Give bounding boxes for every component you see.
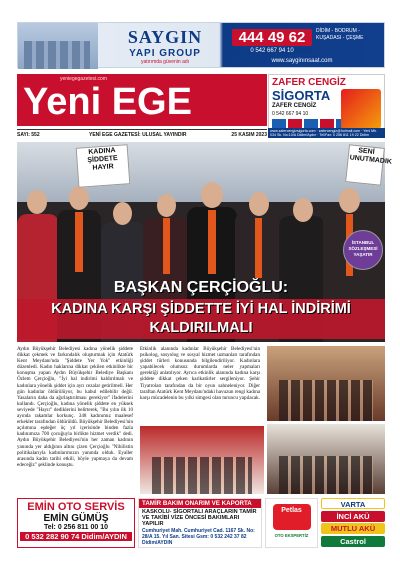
ad-locations: DİDİM - BODRUM - KUŞADASI - ÇEŞME — [316, 28, 364, 41]
article-column-2: Etkinlik alanında kadınlar Büyükşehir Belediyesi'nin psikolog, sosyolog ve sosyal hizmet uzmanları tarafından şiddet türleri konusunda bilgilendiriliyor. Kadınlara yapabilecek olumsuz durumlarda neler yapmaları gerektiği anlatılıyor. Ayrıca etkinlik alanında kadına karşı şiddete dikkat çeken karikatürler sergileniyor. Şehir Tiyatroları tarafından da bir oyun sahneleniyor. Diğer taraftan Atatürk Kent Meydanı'ndaki havuzun rengi kadına karşı mücadelenin bu yılki simgesi olan turuncu yapılacak. — [140, 346, 261, 401]
brand-castrol: Castrol — [321, 536, 385, 547]
insurance-advertisement[interactable] — [268, 74, 385, 136]
petlas-ad-text: OTO EKSPERTİZ — [274, 533, 309, 538]
insurance-ad-footer: www.zafercengizsigorta.com · zafercengiz@hotmail.com · Yeni Mh. 034 Sk. No:10/A Didim/Aydın · Tel/Fax: 0 256 811 19 22 Didim — [268, 128, 385, 138]
headline-kicker: BAŞKAN ÇERÇİOĞLU: — [113, 279, 289, 296]
person-head — [27, 190, 47, 214]
emin-ad-phone: Tel: 0 256 811 00 10 — [43, 524, 109, 531]
ad-website[interactable]: www.sayginınsaat.com — [271, 58, 333, 64]
orange-scarf — [75, 212, 83, 272]
issue-number: SAYI: 552 — [17, 132, 40, 138]
article-column-1: Aydın Büyükşehir Belediyesi kadına yönelik şiddete dikkat çekmek ve farkındalık oluşturmak için Atatürk Kent Meydanı'nda "Şiddete Yer Yok" etkinliği düzenledi. Kadın haklarına dikkat çekilen etkinlikte bir konuşma yapan Aydın Büyükşehir Belediye Başkanı Özlem Çerçioğlu, "İyi hal indirimi kaldırılmalı ve kadınlara yönelik şiddet için ayrı cezalar getirilmeli. Her gün kadınlar öldürülüyor, bu kabul edilebilir değil. Yasaların daha da ağırlaştırılması gerekiyor" ifadelerini kullandı. Çerçioğlu, kadına yönelik şiddete en yüksek seviyede "Hayır" dediklerini belirterek, "Bu yılın ilk 10 ayında rakamlar korkunç. 348 kadınımız maalesef erkekler tarafından öldürüldü. Büyükşehir Belediyesi'nin açılımına eşdeğer üç yıl içerisinde binden fazla kadınımıza 700 çocuğuyla birlikte hizmet verdik" dedi. Aydın Büyükşehir Belediyesi'nin her zaman kadının yanında yer aldığının altını çizen Çerçioğlu "Nihilistin politikalarıyla kadınlarımızın yanında olduk. Eyaller arasında kadın tarihi etkili, böyle yapmaya da devam edeceğiz" şeklinde konuştu. — [17, 346, 133, 468]
event-photo-3 — [140, 426, 264, 494]
emin-ad-mobile: 0 532 282 90 74 Didim/AYDIN — [20, 532, 132, 541]
petlas-ad[interactable] — [265, 498, 318, 548]
event-photo-2 — [267, 424, 385, 494]
ad-phone: 444 49 62 — [232, 29, 312, 46]
orange-scarf — [208, 210, 216, 274]
person-head — [157, 194, 176, 217]
emin-ad-name: EMİN GÜMÜŞ — [43, 513, 109, 524]
ad-mobile: 0 542 667 94 10 — [232, 48, 312, 54]
ad-phone-block — [232, 29, 312, 54]
protest-sign-1: KADINA ŞİDDETE HAYIR — [76, 144, 131, 188]
insurance-ad-phone: 0 542 667 94 10 — [272, 111, 309, 117]
ad-brand — [110, 27, 220, 65]
brand-mutlu: MUTLU AKÜ — [321, 523, 385, 534]
ad-brand-main: SAYGIN — [127, 27, 203, 47]
person-head — [339, 188, 360, 213]
newspaper-title: Yeni EGE — [23, 81, 192, 123]
masthead-url[interactable]: yeniegegazetesi.com — [60, 76, 107, 82]
insurance-ad-title: ZAFER CENGİZ — [272, 77, 346, 88]
battery-brands-ad[interactable] — [321, 498, 385, 548]
insurance-ad-graphic — [341, 89, 381, 129]
tamir-ad-body: KASKOLU- SİGORTALI ARAÇLARIN TAMİR VE TAKİBİ VİZE ÖNCESİ BAKIMLARI YAPILIR — [142, 509, 257, 527]
emin-ad-title: EMİN OTO SERVİS — [27, 501, 125, 513]
person-head — [113, 202, 132, 225]
tamir-bakim-ad[interactable] — [138, 498, 262, 548]
person-head — [69, 186, 89, 210]
person-head — [293, 198, 313, 222]
headline: KADINA KARŞI ŞİDDETTE İYİ HAL İNDİRİMİ KALDIRILMALI — [17, 299, 385, 339]
masthead — [17, 74, 267, 126]
person-head — [249, 192, 269, 216]
insurance-ad-subtitle: SİGORTA — [272, 88, 331, 103]
tamir-ad-address: Cumhuriyet Mah. Cumhuriyet Cad. 1167 Sk. No: 28/A 15. Yıl San. Sitesi Gsm: 0 532 242 37 82 Didim/AYDIN — [142, 528, 255, 546]
ad-brand-sub: YAPI GROUP — [129, 48, 201, 59]
top-advertisement[interactable] — [17, 22, 385, 68]
brand-varta: VARTA — [321, 498, 385, 509]
emin-oto-ad[interactable] — [17, 498, 135, 548]
person-head — [201, 182, 223, 208]
insurance-ad-name: ZAFER CENGİZ — [272, 103, 317, 109]
ad-brand-slogan: yatırımda güvenin adı — [140, 59, 190, 65]
protest-sign-2: SENİ UNUTMADIK — [345, 144, 385, 186]
issue-info-bar — [17, 129, 267, 138]
tamir-ad-title: TAMİR BAKIM ONARIM VE KAPORTA — [139, 499, 261, 508]
protest-sign-3: İSTANBUL SÖZLEŞMESİ YAŞATIR — [343, 230, 383, 270]
issue-date: 25 KASIM 2023 — [231, 132, 267, 138]
orange-scarf — [255, 218, 262, 278]
city-skyline-image — [18, 23, 98, 69]
petlas-logo: Petlas — [273, 504, 311, 530]
paper-tagline: YENİ EGE GAZETESİ: ULUSAL YAYINDIR — [89, 132, 187, 138]
event-photo-1 — [267, 346, 385, 421]
orange-scarf — [163, 218, 170, 274]
brand-inci: İNCİ AKÜ — [321, 511, 385, 522]
